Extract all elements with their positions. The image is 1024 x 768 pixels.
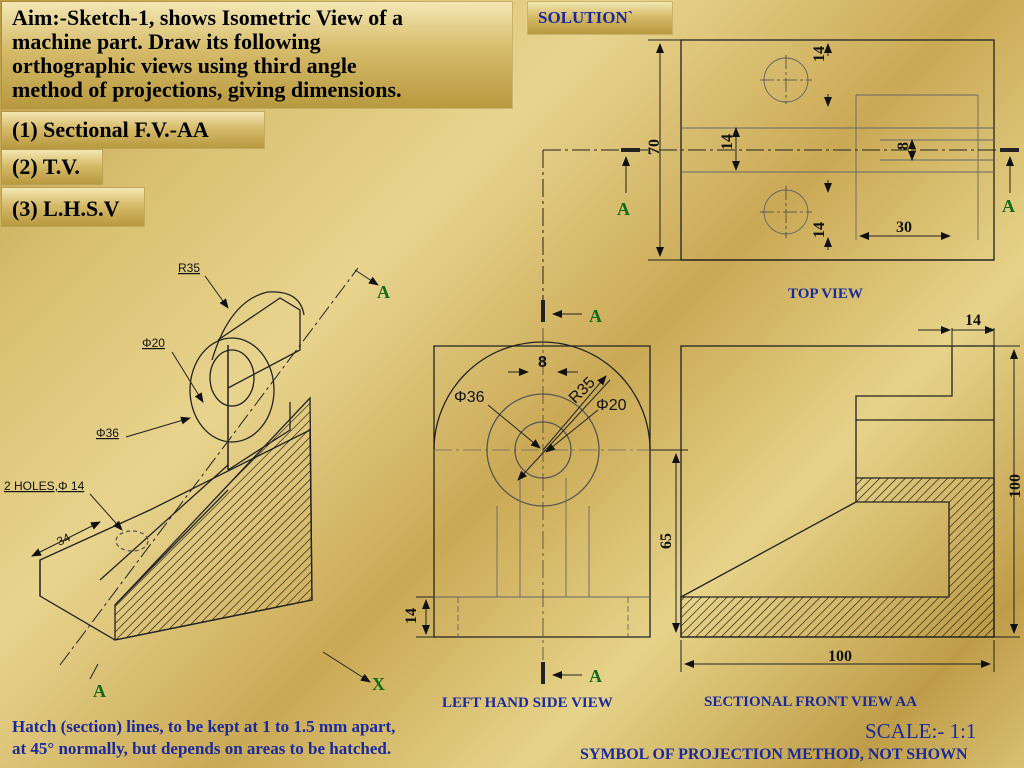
lhs-phi36: Φ36 xyxy=(454,389,485,406)
iso-phi20-label: Φ20 xyxy=(142,336,165,350)
iso-phi36-label: Φ36 xyxy=(96,426,119,440)
top-dim-8: 8 xyxy=(895,142,912,150)
top-a-left: A xyxy=(617,199,630,219)
lhs-a-bottom: A xyxy=(589,666,602,686)
top-dim-14-top: 14 xyxy=(811,46,828,62)
lhs-a-top: A xyxy=(589,306,602,326)
item-lhsv: (3) L.H.S.V xyxy=(12,196,120,221)
lhs-dim-text xyxy=(454,354,627,414)
iso-x-label: X xyxy=(372,674,385,694)
symbol-note: SYMBOL OF PROJECTION METHOD, NOT SHOWN xyxy=(580,746,968,763)
iso-leaders xyxy=(32,276,228,556)
hatch-footnote: Hatch (section) lines, to be kept at 1 to 1.5 mm apart, at 45° normally, but depends on areas to be hatched. xyxy=(12,717,396,758)
top-dim-30: 30 xyxy=(896,219,912,236)
item-tv: (2) T.V. xyxy=(12,154,80,179)
iso-a-top: A xyxy=(377,282,390,302)
iso-text xyxy=(4,261,200,549)
front-view xyxy=(681,346,994,637)
scale-label: SCALE:- 1:1 xyxy=(865,719,977,743)
top-view-title: TOP VIEW xyxy=(788,286,863,302)
lhs-phi20: Φ20 xyxy=(596,397,627,414)
top-a-right: A xyxy=(1002,196,1015,216)
iso-dim-34: 34 xyxy=(54,530,73,549)
front-dim-100-v: 100 xyxy=(1007,474,1024,498)
lhs-view-title: LEFT HAND SIDE VIEW xyxy=(442,695,613,711)
top-dim-14-bot: 14 xyxy=(811,222,828,238)
iso-a-bottom: A xyxy=(93,681,106,701)
lhs-view xyxy=(434,328,650,660)
iso-r35-label: R35 xyxy=(178,261,201,275)
lhs-cut-markers xyxy=(543,300,582,684)
lhs-section-letters xyxy=(589,306,602,686)
lhs-r35: R35 xyxy=(565,374,599,407)
lhs-dim-8: 8 xyxy=(538,354,547,371)
iso-holes-label: 2 HOLES,Φ 14 xyxy=(4,479,85,493)
top-dim-14-mid: 14 xyxy=(719,134,736,150)
lhs-dim-14: 14 xyxy=(403,608,420,624)
top-section-letters xyxy=(617,196,1015,219)
top-dim-70: 70 xyxy=(646,139,663,155)
solution-label: SOLUTION` xyxy=(538,8,634,27)
top-dim-text xyxy=(646,46,1024,304)
front-dim-14: 14 xyxy=(965,312,981,329)
isometric-view xyxy=(40,292,312,640)
front-dim-100-h: 100 xyxy=(828,648,852,665)
aim-text: Aim:-Sketch-1, shows Isometric View of a machine part. Draw its following orthographic views using third angle method of projections, giving dimensions. xyxy=(12,5,404,102)
item-sectional-fv: (1) Sectional F.V.-AA xyxy=(12,117,209,142)
lhs-dim-65: 65 xyxy=(658,533,675,549)
front-view-title: SECTIONAL FRONT VIEW AA xyxy=(704,694,917,710)
